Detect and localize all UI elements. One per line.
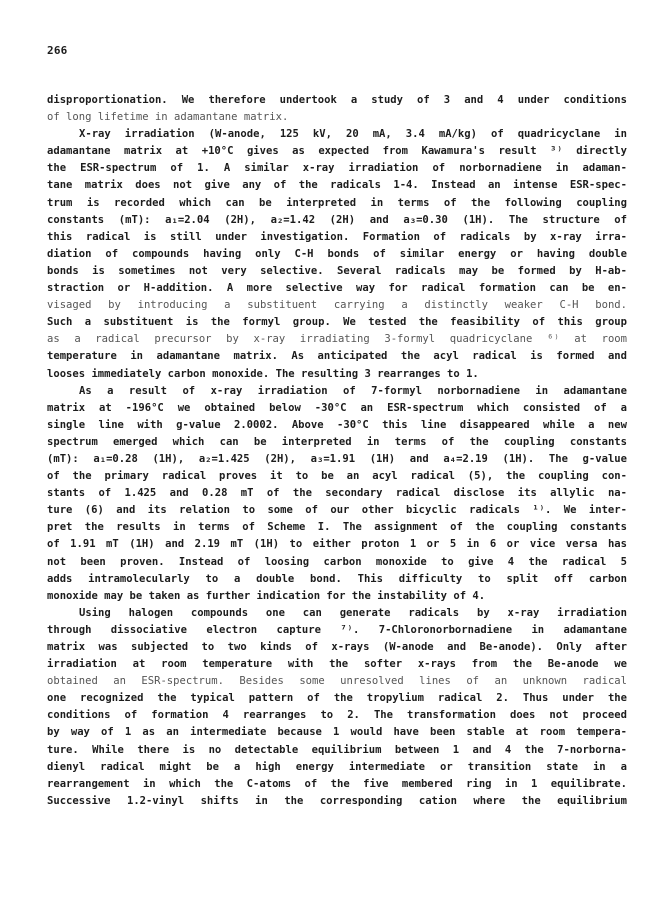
text-line: trum is recorded which can be interpreted in terms of the following coupling [47, 196, 627, 209]
text-line: rearrangement in which the C-atoms of the five membered ring in 1 equilibrate. [47, 777, 627, 790]
text-line: of the primary radical proves it to be an acyl radical (5), the coupling con- [47, 470, 627, 483]
text-line: adamantane matrix at +10°C gives as expected from Kawamura's result ³⁾ directly [47, 145, 627, 158]
text-line: Such a substituent is the formyl group. We tested the feasibility of this group [47, 316, 627, 329]
text-line: irradiation at room temperature with the softer x-rays from the Be-anode we [47, 658, 627, 671]
text-line: dienyl radical might be a high energy intermediate or transition state in a [47, 760, 627, 773]
body-text [47, 92, 627, 810]
text-line: not been proven. Instead of loosing carbon monoxide to give 4 the radical 5 [47, 555, 627, 568]
text-line: by way of 1 as an intermediate because 1 would have been stable at room tempera- [47, 726, 627, 739]
text-line: ture. While there is no detectable equilibrium between 1 and 4 the 7-norborna- [47, 743, 627, 756]
text-line: single line with g-value 2.0002. Above -30°C this line disappeared while a new [47, 418, 627, 431]
page-number: 266 [47, 44, 68, 57]
text-line: constants (mT): a₁=2.04 (2H), a₂=1.42 (2H) and a₃=0.30 (1H). The structure of [47, 213, 627, 226]
text-line: matrix was subjected to two kinds of x-rays (W-anode and Be-anode). Only after [47, 641, 627, 653]
text-line: obtained an ESR-spectrum. Besides some unresolved lines of an unknown radical [47, 675, 627, 688]
text-line: diation of compounds having only C-H bonds of similar energy or having double [47, 247, 627, 260]
text-line: one recognized the typical pattern of the tropylium radical 2. Thus under the [47, 692, 627, 705]
text-line: monoxide may be taken as further indication for the instability of 4. [47, 589, 486, 602]
text-line: through dissociative electron capture ⁷⁾. 7-Chloronorbornadiene in adamantane [47, 623, 627, 636]
text-line: of 1.91 mT (1H) and 2.19 mT (1H) to either proton 1 or 5 in 6 or vice versa has [47, 538, 627, 551]
text-line: (mT): a₁=0.28 (1H), a₂=1.425 (2H), a₃=1.91 (1H) and a₄=2.19 (1H). The g-value [47, 452, 627, 465]
text-line: this radical is still under investigation. Formation of radicals by x-ray irra- [47, 230, 627, 243]
text-line: stants of 1.425 and 0.28 mT of the secondary radical disclose its allylic na- [47, 487, 627, 500]
text-line: temperature in adamantane matrix. As anticipated the acyl radical is formed and [47, 350, 627, 363]
text-line: adds intramolecularly to a double bond. This difficulty to split off carbon [47, 572, 627, 585]
text-line: as a radical precursor by x-ray irradiating 3-formyl quadricyclane ⁶⁾ at room [47, 333, 627, 346]
text-line: X-ray irradiation (W-anode, 125 kV, 20 mA, 3.4 mA/kg) of quadricyclane in [79, 128, 627, 141]
text-line: As a result of x-ray irradiation of 7-formyl norbornadiene in adamantane [79, 384, 627, 397]
text-line: Using halogen compounds one can generate radicals by x-ray irradiation [79, 606, 627, 619]
text-line: tane matrix does not give any of the radicals 1-4. Instead an intense ESR-spec- [47, 179, 627, 192]
text-line: straction or H-addition. A more selective way for radical formation can be en- [47, 282, 627, 295]
text-line: disproportionation. We therefore undertook a study of 3 and 4 under conditions [47, 94, 627, 106]
text-line: looses immediately carbon monoxide. The resulting 3 rearranges to 1. [47, 367, 479, 380]
text-line: spectrum emerged which can be interpreted in terms of the coupling constants [47, 435, 627, 448]
text-line: bonds is sometimes not very selective. Several radicals may be formed by H-ab- [47, 264, 627, 277]
text-line: Successive 1.2-vinyl shifts in the corresponding cation where the equilibrium [47, 794, 627, 807]
text-line: pret the results in terms of Scheme I. The assignment of the coupling constants [47, 521, 627, 534]
text-line: ture (6) and its relation to some of our other bicyclic radicals ¹⁾. We inter- [47, 504, 627, 517]
text-line: matrix at -196°C we obtained below -30°C an ESR-spectrum which consisted of a [47, 401, 627, 414]
text-line: conditions of formation 4 rearranges to 2. The transformation does not proceed [47, 709, 627, 722]
text-line: visaged by introducing a substituent carrying a distinctly weaker C-H bond. [47, 299, 627, 312]
text-line: of long lifetime in adamantane matrix. [47, 111, 289, 124]
text-line: the ESR-spectrum of 1. A similar x-ray irradiation of norbornadiene in adaman- [47, 162, 627, 175]
